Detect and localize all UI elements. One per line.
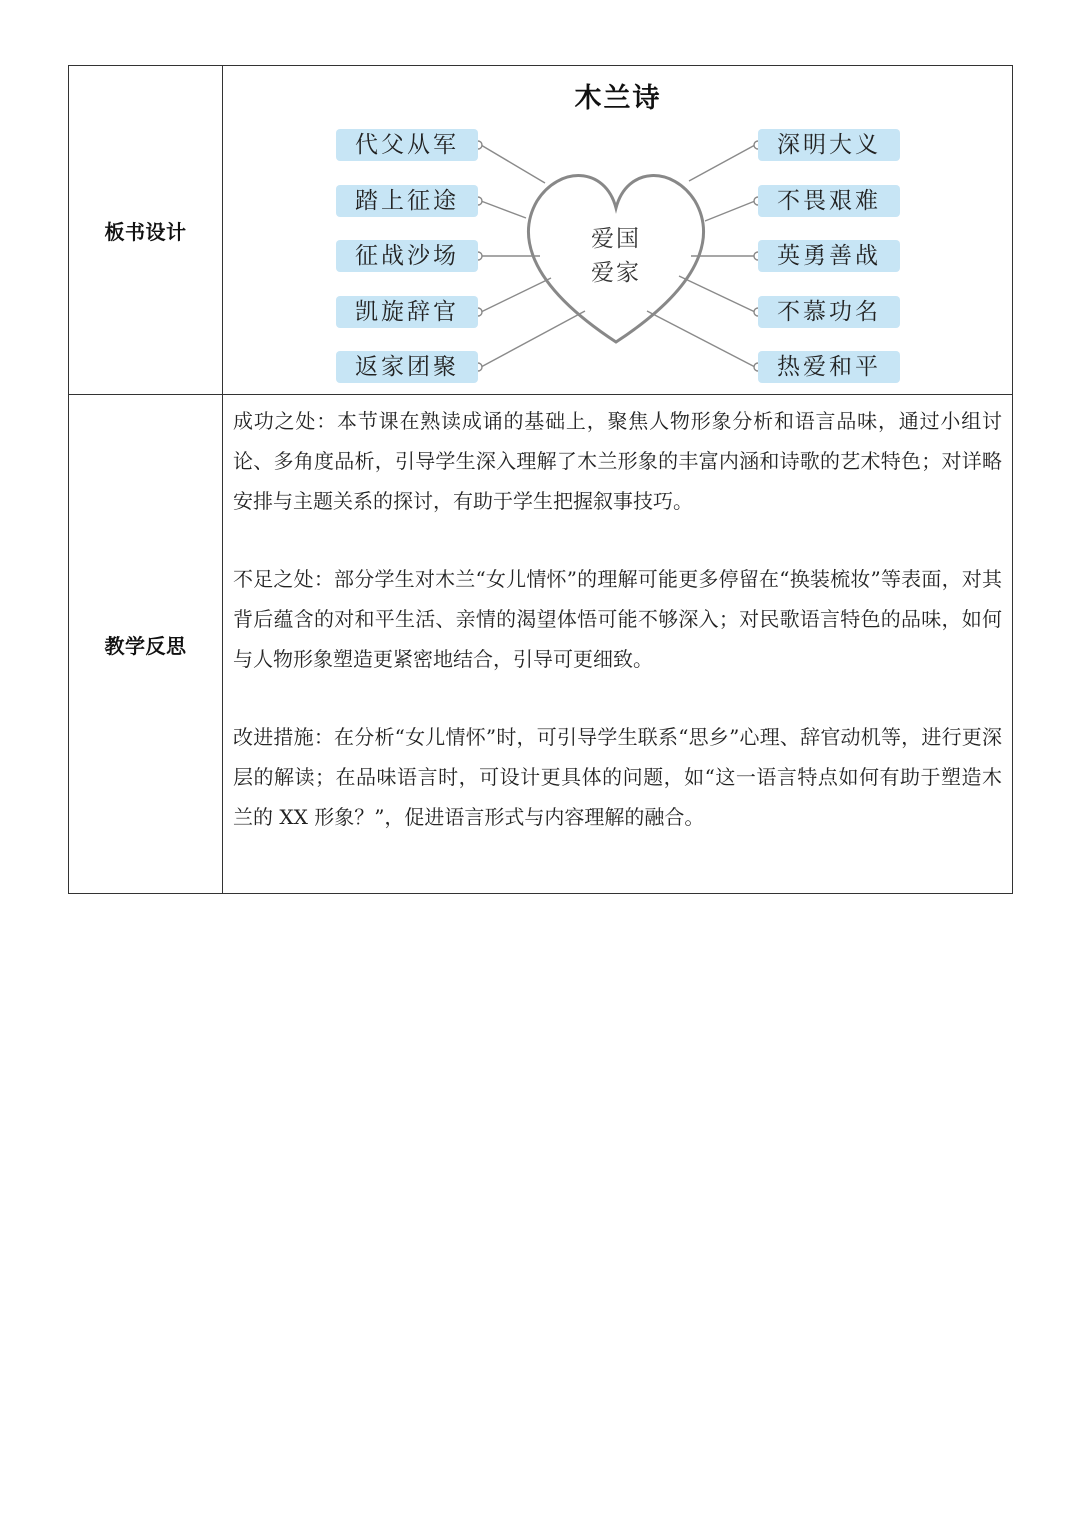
right-tag: 热爱和平 <box>758 351 900 383</box>
teaching-reflection-cell <box>223 395 1013 894</box>
lesson-plan-sheet <box>68 65 1013 895</box>
lesson-plan-table <box>68 65 1013 894</box>
teaching-reflection-row <box>69 395 1013 894</box>
heart-text-line1: 爱国 <box>591 226 641 252</box>
right-tag: 不慕功名 <box>758 296 900 328</box>
reflection-text <box>223 395 1012 837</box>
right-tag: 不畏艰难 <box>758 185 900 217</box>
left-tag: 返家团聚 <box>336 351 478 383</box>
right-tag: 深明大义 <box>758 129 900 161</box>
board-design-row <box>69 66 1013 395</box>
reflection-improvement: 改进措施：在分析“女儿情怀”时，可引导学生联系“思乡”心理、辞官动机等，进行更深层的解读；在品味语言时，可设计更具体的问题，如“这一语言特点如何有助于塑造木兰的 XX 形象？”，促进语言形式与内容理解的融合。 <box>233 725 1002 829</box>
board-title: 木兰诗 <box>574 83 662 114</box>
board-design-cell <box>223 66 1013 395</box>
reflection-shortcoming: 不足之处：部分学生对木兰“女儿情怀”的理解可能更多停留在“换装梳妆”等表面，对其背后蕴含的对和平生活、亲情的渴望体悟可能不够深入；对民歌语言特色的品味，如何与人物形象塑造更紧密地结合，引导可更细致。 <box>233 567 1002 671</box>
board-diagram <box>223 66 1013 394</box>
left-tag: 代父从军 <box>336 129 478 161</box>
heart-text-line2: 爱家 <box>591 260 641 286</box>
left-tag: 踏上征途 <box>336 185 478 217</box>
left-tag: 征战沙场 <box>336 240 478 272</box>
reflection-success: 成功之处：本节课在熟读成诵的基础上，聚焦人物形象分析和语言品味，通过小组讨论、多角度品析，引导学生深入理解了木兰形象的丰富内涵和诗歌的艺术特色；对详略安排与主题关系的探讨，有助于学生把握叙事技巧。 <box>233 409 1002 513</box>
right-tag: 英勇善战 <box>758 240 900 272</box>
left-tag: 凯旋辞官 <box>336 296 478 328</box>
teaching-reflection-label: 教学反思 <box>69 395 223 894</box>
board-design-label: 板书设计 <box>69 66 223 395</box>
